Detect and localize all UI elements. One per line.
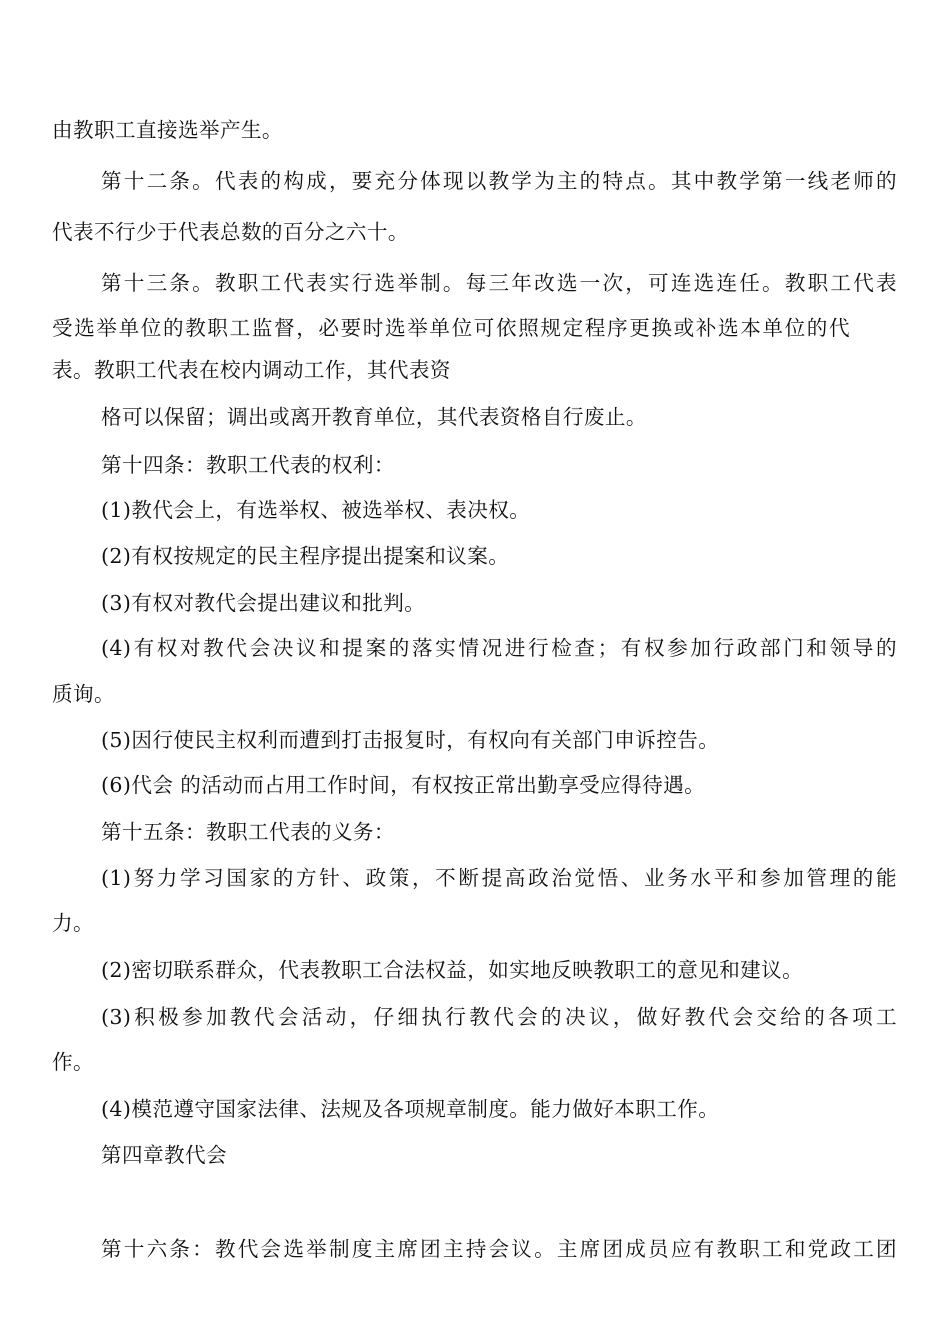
chapter-4-heading: 第四章教代会 xyxy=(101,1143,227,1167)
article-15-heading: 第十五条：教职工代表的义务： xyxy=(101,820,395,844)
article-14-item-4-line-1: (4)有权对教代会决议和提案的落实情况进行检查；有权参加行政部门和领导的 xyxy=(101,636,897,660)
article-14-item-4-line-2: 质询。 xyxy=(52,682,115,706)
article-15-item-1-line-2: 力。 xyxy=(52,911,94,935)
article-15-item-3-line-1: (3)积极参加教代会活动，仔细执行教代会的决议，做好教代会交给的各项工 xyxy=(101,1005,897,1029)
article-13-line-2: 受选举单位的教职工监督，必要时选举单位可依照规定程序更换或补选本单位的代 xyxy=(52,316,850,340)
article-15-item-2: (2)密切联系群众，代表教职工合法权益，如实地反映教职工的意见和建议。 xyxy=(101,958,804,982)
article-14-item-6: (6)代会 的活动而占用工作时间，有权按正常出勤享受应得待遇。 xyxy=(101,773,706,797)
article-14-heading: 第十四条：教职工代表的权利： xyxy=(101,453,395,477)
article-15-item-1-line-1: (1)努力学习国家的方针、政策，不断提高政治觉悟、业务水平和参加管理的能 xyxy=(101,866,897,890)
article-16-line-1: 第十六条：教代会选举制度主席团主持会议。主席团成员应有教职工和党政工团 xyxy=(101,1237,897,1261)
article-12-line-1: 第十二条。代表的构成，要充分体现以教学为主的特点。其中教学第一线老师的 xyxy=(101,169,897,193)
article-13-line-3: 表。教职工代表在校内调动工作，其代表资 xyxy=(52,358,451,382)
article-14-item-3: (3)有权对教代会提出建议和批判。 xyxy=(101,591,426,615)
article-15-item-3-line-2: 作。 xyxy=(52,1050,94,1074)
article-14-item-1: (1)教代会上，有选举权、被选举权、表决权。 xyxy=(101,498,531,522)
article-15-item-4: (4)模范遵守国家法律、法规及各项规章制度。能力做好本职工作。 xyxy=(101,1097,720,1121)
article-13-line-1: 第十三条。教职工代表实行选举制。每三年改选一次，可连选连任。教职工代表 xyxy=(101,271,897,295)
article-14-item-5: (5)因行使民主权利而遭到打击报复时，有权向有关部门申诉控告。 xyxy=(101,728,720,752)
article-13-line-4: 格可以保留；调出或离开教育单位，其代表资格自行废止。 xyxy=(101,405,647,429)
text-line: 由教职工直接选举产生。 xyxy=(52,118,283,142)
article-14-item-2: (2)有权按规定的民主程序提出提案和议案。 xyxy=(101,544,510,568)
article-12-line-2: 代表不行少于代表总数的百分之六十。 xyxy=(52,220,409,244)
